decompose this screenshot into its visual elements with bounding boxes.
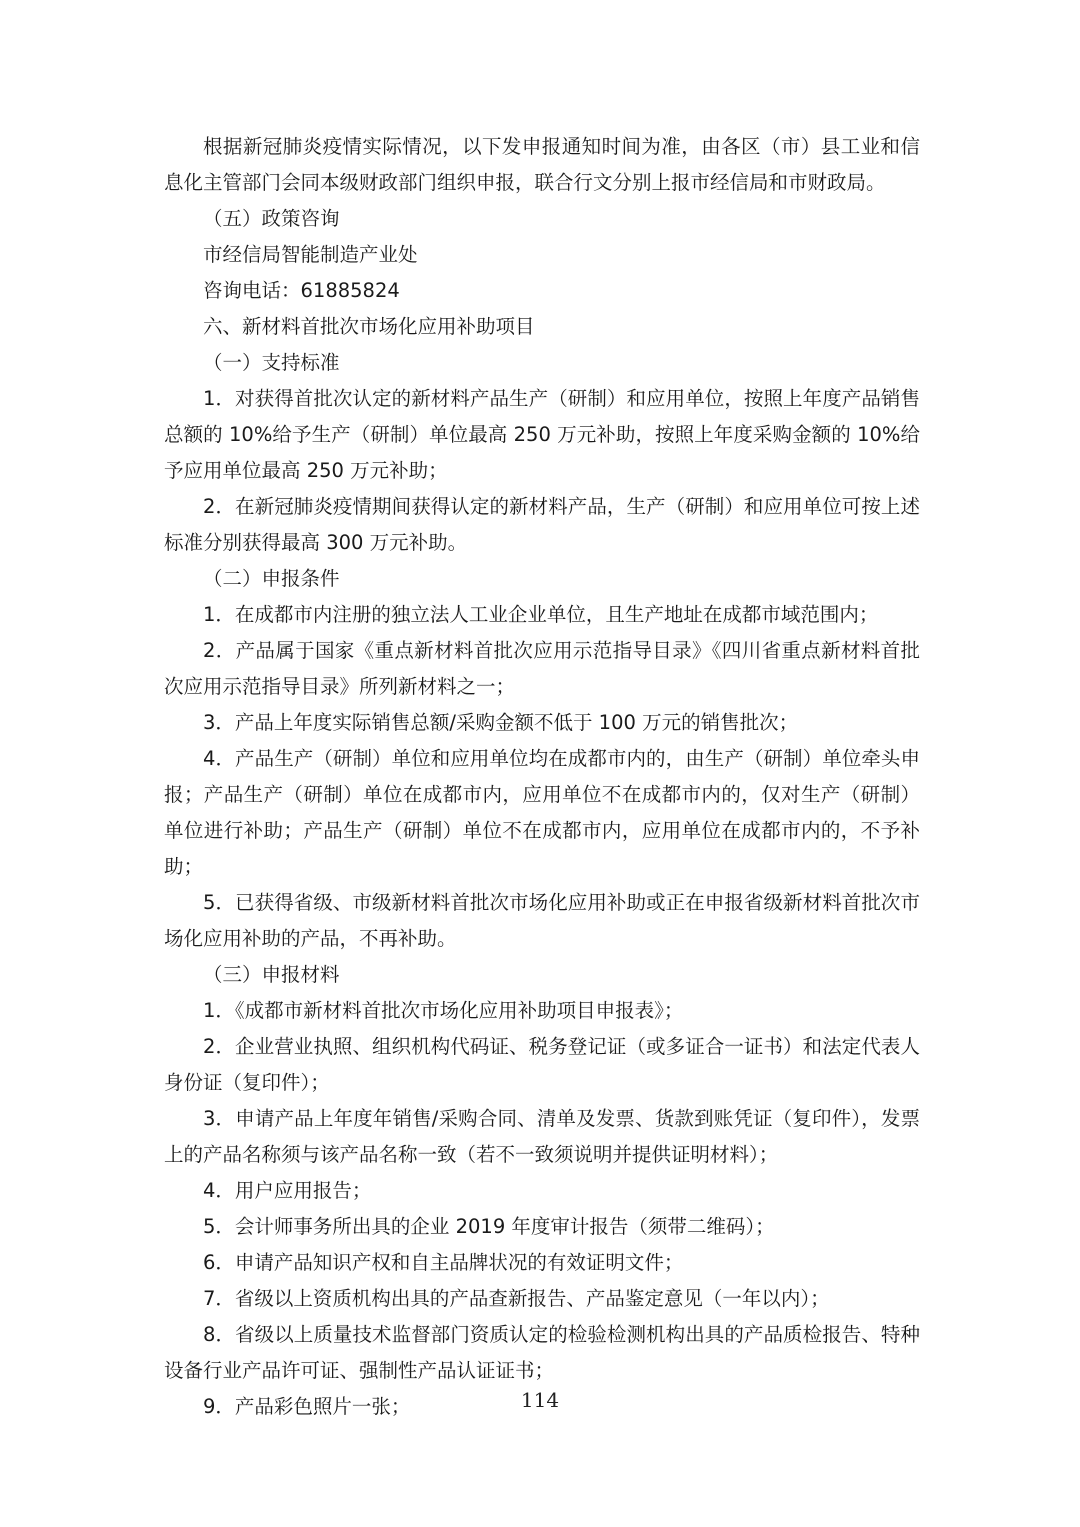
heading-application-conditions: （二）申报条件 bbox=[203, 567, 340, 590]
list-item: 1．对获得首批次认定的新材料产品生产（研制）和应用单位，按照上年度产品销售总额的 10%给予生产（研制）单位最高 250 万元补助，按照上年度采购金额的 10%给予应用单位最高 250 万元补助； bbox=[164, 387, 920, 482]
heading-support-standard: （一）支持标准 bbox=[203, 351, 340, 374]
list-item: 5．会计师事务所出具的企业 2019 年度审计报告（须带二维码）； bbox=[203, 1215, 775, 1238]
paragraph-contact-phone: 咨询电话：61885824 bbox=[203, 279, 400, 302]
list-item: 3．产品上年度实际销售总额/采购金额不低于 100 万元的销售批次； bbox=[203, 711, 799, 734]
list-item: 2．产品属于国家《重点新材料首批次应用示范指导目录》《四川省重点新材料首批次应用示范指导目录》所列新材料之一； bbox=[164, 639, 920, 698]
heading-section-six: 六、新材料首批次市场化应用补助项目 bbox=[203, 315, 535, 338]
list-item: 8．省级以上质量技术监督部门资质认定的检验检测机构出具的产品质检报告、特种设备行业产品许可证、强制性产品认证证书； bbox=[164, 1323, 920, 1382]
list-item: 3．申请产品上年度年销售/采购合同、清单及发票、货款到账凭证（复印件），发票上的产品名称须与该产品名称一致（若不一致须说明并提供证明材料）； bbox=[164, 1107, 920, 1166]
list-item: 1．《成都市新材料首批次市场化应用补助项目申报表》； bbox=[203, 999, 684, 1022]
page-number: 114 bbox=[520, 1388, 560, 1412]
list-item: 7．省级以上资质机构出具的产品查新报告、产品鉴定意见（一年以内）； bbox=[203, 1287, 830, 1310]
heading-policy-consultation: （五）政策咨询 bbox=[203, 207, 340, 230]
document-body bbox=[164, 129, 920, 1425]
paragraph-application-timing: 根据新冠肺炎疫情实际情况，以下发申报通知时间为准，由各区（市）县工业和信息化主管部门会同本级财政部门组织申报，联合行文分别上报市经信局和市财政局。 bbox=[164, 135, 920, 194]
list-item: 4．产品生产（研制）单位和应用单位均在成都市内的，由生产（研制）单位牵头申报；产品生产（研制）单位在成都市内，应用单位不在成都市内的，仅对生产（研制）单位进行补助；产品生产（研制）单位不在成都市内，应用单位在成都市内的，不予补助； bbox=[164, 747, 920, 878]
list-item: 2．企业营业执照、组织机构代码证、税务登记证（或多证合一证书）和法定代表人身份证（复印件）； bbox=[164, 1035, 920, 1094]
list-item: 1．在成都市内注册的独立法人工业企业单位，且生产地址在成都市域范围内； bbox=[203, 603, 879, 626]
list-item: 4．用户应用报告； bbox=[203, 1179, 372, 1202]
list-item: 6．申请产品知识产权和自主品牌状况的有效证明文件； bbox=[203, 1251, 684, 1274]
list-item: 2．在新冠肺炎疫情期间获得认定的新材料产品，生产（研制）和应用单位可按上述标准分别获得最高 300 万元补助。 bbox=[164, 495, 920, 554]
heading-application-materials: （三）申报材料 bbox=[203, 963, 340, 986]
paragraph-contact-office: 市经信局智能制造产业处 bbox=[203, 243, 418, 266]
list-item: 5．已获得省级、市级新材料首批次市场化应用补助或正在申报省级新材料首批次市场化应用补助的产品，不再补助。 bbox=[164, 891, 920, 950]
list-item: 9．产品彩色照片一张； bbox=[203, 1395, 411, 1418]
